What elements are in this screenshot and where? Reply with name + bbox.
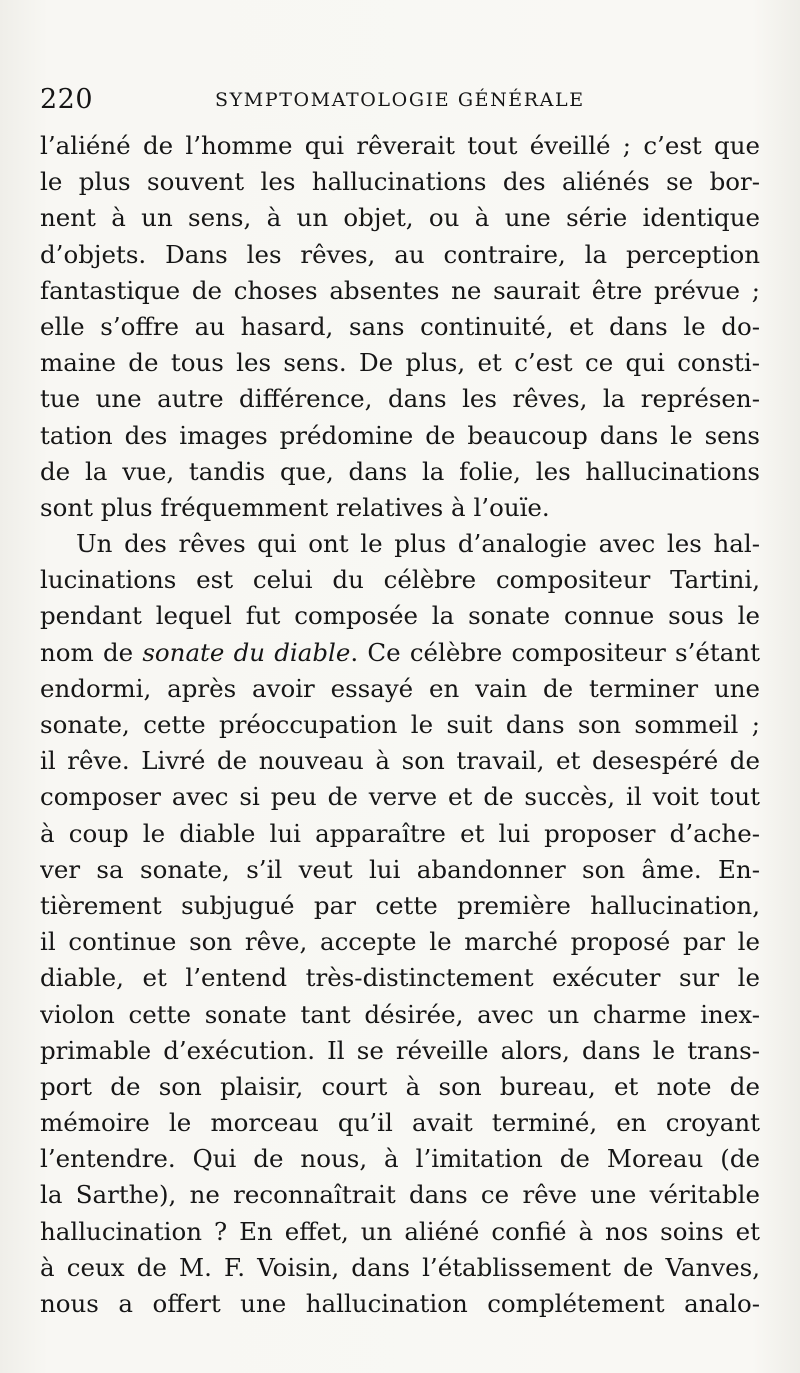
text-line: hallucination ? En effet, un aliéné confié à nos soins et	[40, 1216, 760, 1246]
text-line: tue une autre différence, dans les rêves, la représen-	[40, 384, 760, 414]
text-line: port de son plaisir, court à son bureau, et note de	[40, 1071, 760, 1101]
text-line: le plus souvent les hallucinations des aliénés se bor-	[40, 167, 760, 197]
text-line: fantastique de choses absentes ne saurait être prévue ;	[40, 275, 760, 305]
text-line: nous a offert une hallucination complétement analo-	[40, 1289, 760, 1318]
text-line: lucinations est celui du célèbre compositeur Tartini,	[40, 565, 760, 595]
body-text	[40, 128, 760, 1322]
text-line: violon cette sonate tant désirée, avec un charme inex-	[40, 999, 760, 1029]
text-line: nent à un sens, à un objet, ou à une série identique	[40, 203, 760, 233]
text-line: sonate, cette préoccupation le suit dans son sommeil ;	[40, 710, 760, 739]
paragraph-first-line: Un des rêves qui ont le plus d’analogie avec les hal-	[76, 529, 760, 559]
text-line: mémoire le morceau qu’il avait terminé, en croyant	[40, 1108, 760, 1138]
text-line: de la vue, tandis que, dans la folie, les hallucinations	[40, 456, 760, 486]
text-line: composer avec si peu de verve et de succès, il voit tout	[40, 782, 760, 812]
text-line: d’objets. Dans les rêves, au contraire, la perception	[40, 239, 760, 269]
text-line: l’entendre. Qui de nous, à l’imitation de Moreau (de	[40, 1144, 760, 1174]
text-line: à coup le diable lui apparaître et lui proposer d’ache-	[40, 818, 760, 848]
text-line: endormi, après avoir essayé en vain de terminer une	[40, 673, 760, 703]
page-number: 220	[40, 84, 94, 115]
text-line: la Sarthe), ne reconnaîtrait dans ce rêve une véritable	[40, 1180, 760, 1210]
text-run: nom de	[40, 637, 143, 667]
text-line: elle s’offre au hasard, sans continuité, et dans le do-	[40, 311, 760, 341]
text-line: maine de tous les sens. De plus, et c’est ce qui consti-	[40, 348, 760, 378]
text-line: primable d’exécution. Il se réveille alors, dans le trans-	[40, 1035, 760, 1065]
text-line: tation des images prédomine de beaucoup dans le sens	[40, 420, 760, 450]
text-line: il continue son rêve, accepte le marché proposé par le	[40, 927, 760, 957]
running-head: SYMPTOMATOLOGIE GÉNÉRALE	[215, 89, 585, 111]
text-line: il rêve. Livré de nouveau à son travail, et desespéré de	[40, 746, 760, 776]
text-run: . Ce célèbre compositeur s’étant	[350, 637, 760, 667]
text-line: ver sa sonate, s’il veut lui abandonner son âme. En-	[40, 854, 760, 884]
page-header	[40, 84, 760, 118]
paragraph-last-line: sont plus fréquemment relatives à l’ouïe.	[40, 492, 550, 522]
text-line: diable, et l’entend très-distinctement exécuter sur le	[40, 963, 760, 993]
text-line: à ceux de M. F. Voisin, dans l’établissement de Vanves,	[40, 1252, 760, 1282]
text-line-with-italic	[40, 635, 760, 671]
text-line: tièrement subjugué par cette première hallucination,	[40, 890, 760, 920]
text-line: l’aliéné de l’homme qui rêverait tout éveillé ; c’est que	[40, 131, 760, 160]
italic-title: sonate du diable	[142, 637, 351, 667]
text-line: pendant lequel fut composée la sonate connue sous le	[40, 601, 760, 631]
